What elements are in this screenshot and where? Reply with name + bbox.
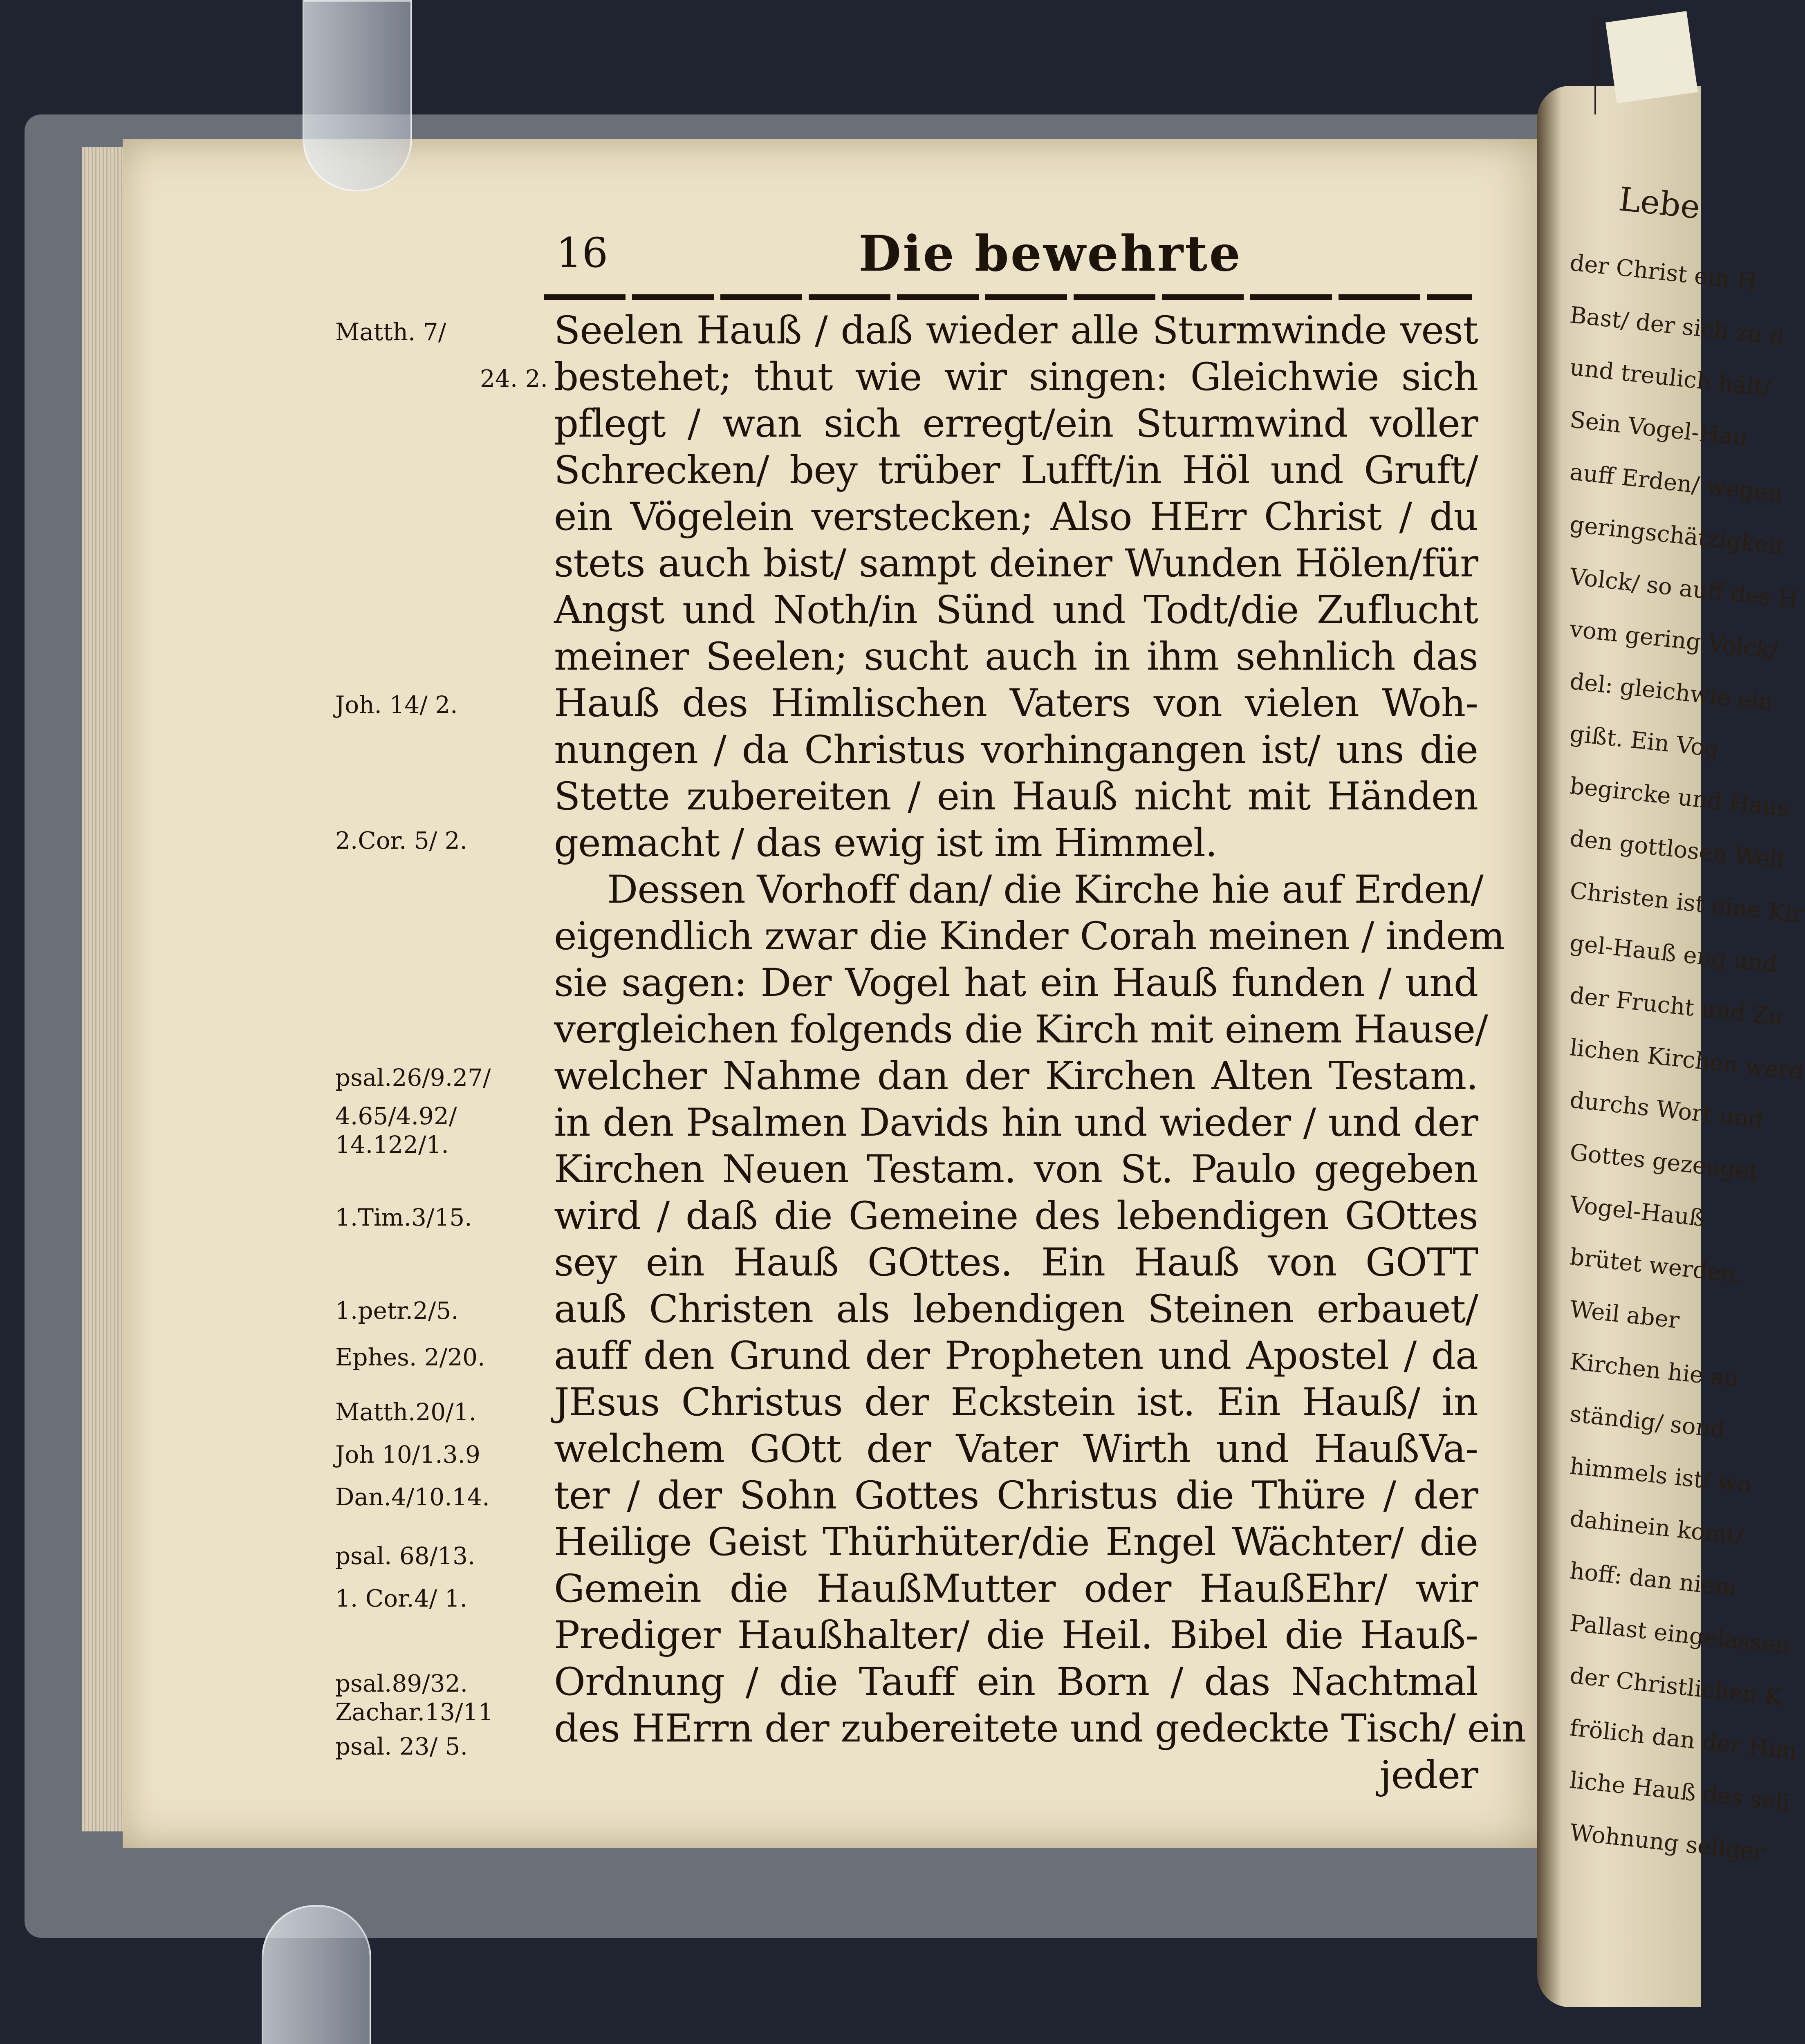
text-line: Kirchen Neuen Testam. von St. Paulo gegeben bbox=[554, 1147, 1478, 1192]
margin-note: psal. 68/13. bbox=[335, 1542, 475, 1570]
text-line: Seelen Hauß / daß wieder alle Sturmwinde vest bbox=[554, 308, 1478, 353]
text-line: JEsus Christus der Eckstein ist. Ein Hauß/ in bbox=[554, 1380, 1478, 1425]
facing-page-line: dahinein komt/ bbox=[1568, 1505, 1745, 1550]
text-line: bestehet; thut wie wir singen: Gleichwie sich bbox=[554, 355, 1478, 399]
text-line: pflegt / wan sich erregt/ein Sturmwind voller bbox=[554, 401, 1478, 446]
margin-note: Joh 10/1.3.9 bbox=[335, 1441, 480, 1468]
text-line: ein Vögelein verstecken; Also HErr Christ / du bbox=[554, 495, 1478, 539]
facing-page-line: auff Erden/ wegen bbox=[1568, 459, 1784, 508]
facing-page-line: himmels ist/ wo bbox=[1568, 1453, 1753, 1499]
page-number: 16 bbox=[556, 229, 608, 277]
facing-page-line: der Christ ein H bbox=[1568, 249, 1758, 296]
margin-note: 14.122/1. bbox=[335, 1131, 449, 1159]
text-line: vergleichen folgends die Kirch mit einem Hause/ bbox=[554, 1007, 1488, 1052]
text-line: in den Psalmen Davids hin und wieder / und der bbox=[554, 1100, 1478, 1145]
text-line: meiner Seelen; sucht auch in ihm sehnlich das bbox=[554, 634, 1478, 679]
text-line: welcher Nahme dan der Kirchen Alten Testam. bbox=[554, 1054, 1478, 1098]
margin-note: 4.65/4.92/ bbox=[335, 1102, 457, 1130]
facing-page-line: der Christlichen K bbox=[1568, 1662, 1783, 1711]
facing-page-line: Bast/ der sich zu d bbox=[1568, 302, 1786, 351]
margin-note: psal.26/9.27/ bbox=[335, 1064, 491, 1091]
text-line: auß Christen als lebendigen Steinen erbauet/ bbox=[554, 1287, 1478, 1331]
margin-note: Zachar.13/11 bbox=[335, 1698, 493, 1726]
facing-page bbox=[1537, 86, 1805, 2007]
paper-tab bbox=[1605, 11, 1698, 103]
facing-page-line: durchs Wort und bbox=[1568, 1087, 1765, 1134]
text-line: nungen / da Christus vorhingangen ist/ uns die bbox=[554, 728, 1478, 772]
facing-page-line: Kirchen hie au bbox=[1568, 1348, 1740, 1393]
facing-page-line: Volck/ so auff des H bbox=[1568, 563, 1799, 614]
facing-page-line: frölich dan der Him bbox=[1568, 1715, 1799, 1765]
facing-page-line: Weil aber bbox=[1568, 1296, 1681, 1334]
facing-page-line: vom gering Volck/ bbox=[1568, 616, 1779, 664]
text-line: Angst und Noth/in Sünd und Todt/die Zuflucht bbox=[554, 588, 1478, 632]
facing-page-line: gel-Hauß eng und bbox=[1568, 930, 1779, 978]
text-line: Heilige Geist Thürhüter/die Engel Wächter/ die bbox=[554, 1520, 1478, 1564]
facing-page-line: gißt. Ein Vog bbox=[1568, 720, 1721, 763]
main-text-block bbox=[554, 307, 1526, 1799]
top-clamp bbox=[303, 0, 412, 191]
margin-note: psal.89/32. bbox=[335, 1670, 468, 1697]
text-line: Gemein die HaußMutter oder HaußEhr/ wir bbox=[554, 1567, 1478, 1611]
margin-note: Ephes. 2/20. bbox=[335, 1343, 485, 1371]
text-line: Ordnung / die Tauff ein Born / das Nachtmal bbox=[554, 1660, 1478, 1704]
facing-page-line: Pallast eingelassen bbox=[1568, 1610, 1792, 1660]
facing-page-line: begircke und Haus bbox=[1568, 773, 1791, 823]
facing-page-line: den gottlosen Welt bbox=[1568, 825, 1787, 874]
text-line: wird / daß die Gemeine des lebendigen GOttes bbox=[554, 1194, 1478, 1238]
page-header bbox=[556, 225, 1476, 286]
margin-note: Matth. 7/ bbox=[335, 318, 446, 346]
text-line: Hauß des Himlischen Vaters von vielen Woh- bbox=[554, 681, 1478, 726]
margin-note: Joh. 14/ 2. bbox=[335, 691, 458, 719]
facing-page-line: Gottes gezeuget bbox=[1568, 1139, 1760, 1186]
margin-note: 1.petr.2/5. bbox=[335, 1297, 459, 1325]
facing-page-line: Sein Vogel-Hau bbox=[1568, 406, 1749, 452]
facing-page-line: ständig/ sond bbox=[1568, 1401, 1727, 1443]
margin-note: 1.Tim.3/15. bbox=[335, 1204, 472, 1231]
tab-string bbox=[1594, 16, 1596, 114]
facing-page-line: Lebe bbox=[1617, 180, 1702, 226]
text-line: Stette zubereiten / ein Hauß nicht mit Händen bbox=[554, 774, 1478, 819]
text-line: sey ein Hauß GOttes. Ein Hauß von GOTT bbox=[554, 1240, 1478, 1285]
text-line: jeder bbox=[1379, 1753, 1478, 1797]
text-line: ter / der Sohn Gottes Christus die Thüre / der bbox=[554, 1473, 1478, 1518]
text-line: welchem GOtt der Vater Wirth und HaußVa- bbox=[554, 1427, 1478, 1471]
header-rule bbox=[544, 294, 1472, 300]
facing-page-line: del: gleichwie ein bbox=[1568, 668, 1775, 716]
text-line: gemacht / das ewig ist im Himmel. bbox=[554, 821, 1217, 865]
text-line: eigendlich zwar die Kinder Corah meinen / indem bbox=[554, 914, 1505, 959]
facing-page-line: liche Hauß des seli bbox=[1568, 1767, 1792, 1817]
text-line: Dessen Vorhoff dan/ die Kirche hie auf Erden/ bbox=[607, 867, 1483, 912]
text-line: Schrecken/ bey trüber Lufft/in Höl und Gruft/ bbox=[554, 448, 1478, 493]
margin-note: Matth.20/1. bbox=[335, 1398, 477, 1426]
text-line: sie sagen: Der Vogel hat ein Hauß funden / und bbox=[554, 961, 1478, 1005]
margin-note: Dan.4/10.14. bbox=[335, 1483, 490, 1511]
text-line: des HErrn der zubereitete und gedeckte Tisch/ ein bbox=[554, 1706, 1526, 1751]
facing-page-line: und treulich hält/ bbox=[1568, 354, 1772, 402]
bottom-clamp bbox=[262, 1905, 371, 2044]
text-line: stets auch bist/ sampt deiner Wunden Hölen/für bbox=[554, 541, 1478, 586]
margin-note: 24. 2. bbox=[480, 365, 548, 392]
text-line: auff den Grund der Propheten und Apostel / da bbox=[554, 1334, 1478, 1378]
margin-note: 1. Cor.4/ 1. bbox=[335, 1585, 468, 1612]
margin-note: 2.Cor. 5/ 2. bbox=[335, 827, 468, 854]
facing-page-line: der Frucht und Zu bbox=[1568, 982, 1785, 1031]
facing-page-line: Vogel-Hauß bbox=[1568, 1191, 1706, 1232]
facing-page-line: Christen ist eine Kir bbox=[1568, 877, 1805, 928]
text-line: Prediger Haußhalter/ die Heil. Bibel die Hauß- bbox=[554, 1613, 1478, 1658]
facing-page-line: Wohnung seliger bbox=[1568, 1819, 1766, 1866]
running-title: Die bewehrte bbox=[859, 225, 1242, 282]
facing-page-line: hoff: dan niem bbox=[1568, 1558, 1738, 1602]
facing-page-line: geringschätzigkeit bbox=[1568, 511, 1786, 560]
facing-page-line: lichen Kirchen werd bbox=[1568, 1034, 1805, 1085]
facing-page-line: brütet werden. bbox=[1568, 1244, 1744, 1289]
margin-note: psal. 23/ 5. bbox=[335, 1732, 468, 1760]
